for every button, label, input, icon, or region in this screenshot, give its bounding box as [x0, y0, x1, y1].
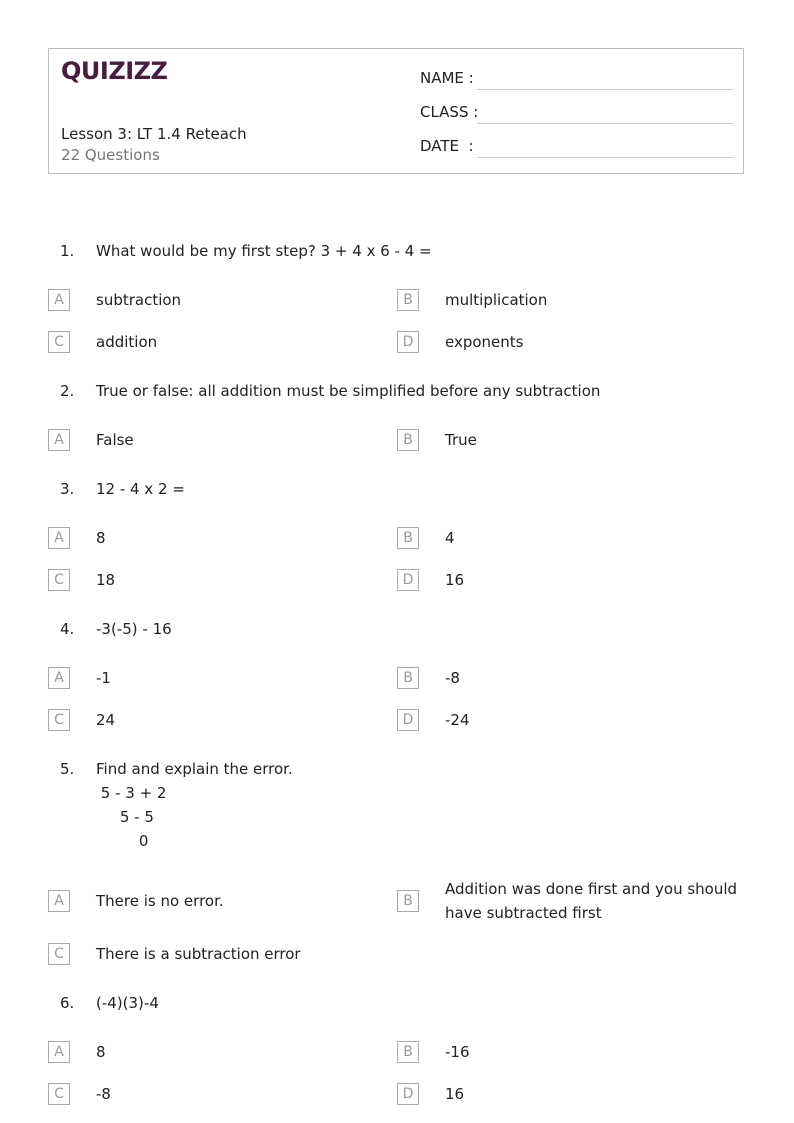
worksheet-header — [48, 48, 744, 174]
option-letter-box[interactable]: D — [397, 709, 419, 731]
option-letter-box[interactable]: C — [48, 331, 70, 353]
option-text: There is a subtraction error — [96, 945, 301, 963]
question-number: 3. — [60, 480, 75, 498]
worksheet-title: Lesson 3: LT 1.4 Reteach — [61, 125, 247, 143]
option-letter-box[interactable]: A — [48, 429, 70, 451]
option-letter-box[interactable]: B — [397, 527, 419, 549]
class-line[interactable] — [477, 123, 733, 124]
option-letter-box[interactable]: B — [397, 429, 419, 451]
option-text: exponents — [445, 333, 524, 351]
date-line[interactable] — [477, 157, 733, 158]
question-text: True or false: all addition must be simplified before any subtraction — [96, 382, 601, 400]
option-letter-box[interactable]: A — [48, 289, 70, 311]
option-text: Addition was done first and you should have subtracted first — [445, 880, 738, 922]
class-label: CLASS : — [420, 103, 479, 121]
option-text: 18 — [96, 571, 116, 589]
option-text: True — [445, 431, 477, 449]
question-number: 5. — [60, 760, 75, 778]
option-letter-box[interactable]: A — [48, 527, 70, 549]
option-text: False — [96, 431, 134, 449]
option-letter-box[interactable]: B — [397, 667, 419, 689]
quizizz-logo: QUIZIZZ — [61, 57, 168, 85]
work-line: 0 — [96, 832, 149, 850]
option-text: 16 — [445, 1085, 465, 1103]
work-line: 5 - 3 + 2 — [96, 784, 167, 802]
question-number: 1. — [60, 242, 75, 260]
option-text: -8 — [445, 669, 460, 687]
option-letter-box[interactable]: C — [48, 569, 70, 591]
option-text: 24 — [96, 711, 116, 729]
option-letter-box[interactable]: A — [48, 890, 70, 912]
option-text: multiplication — [445, 291, 548, 309]
option-text: -16 — [445, 1043, 470, 1061]
option-text: 8 — [96, 529, 106, 547]
question-text: -3(-5) - 16 — [96, 620, 172, 638]
option-letter-box[interactable]: B — [397, 1041, 419, 1063]
option-text: addition — [96, 333, 158, 351]
option-text: -1 — [96, 669, 111, 687]
question-count: 22 Questions — [61, 146, 160, 164]
option-text: -24 — [445, 711, 470, 729]
question-number: 6. — [60, 994, 75, 1012]
option-letter-box[interactable]: C — [48, 943, 70, 965]
option-letter-box[interactable]: B — [397, 890, 419, 912]
option-text: 16 — [445, 571, 465, 589]
option-letter-box[interactable]: C — [48, 1083, 70, 1105]
option-letter-box[interactable]: A — [48, 1041, 70, 1063]
work-line: 5 - 5 — [96, 808, 154, 826]
question-text: (-4)(3)-4 — [96, 994, 159, 1012]
question-text: Find and explain the error. — [96, 760, 293, 778]
option-letter-box[interactable]: D — [397, 569, 419, 591]
option-text: subtraction — [96, 291, 182, 309]
question-number: 2. — [60, 382, 75, 400]
name-label: NAME : — [420, 69, 474, 87]
question-number: 4. — [60, 620, 75, 638]
question-text: 12 - 4 x 2 = — [96, 480, 185, 498]
option-letter-box[interactable]: B — [397, 289, 419, 311]
option-text: 8 — [96, 1043, 106, 1061]
name-line[interactable] — [477, 89, 733, 90]
option-letter-box[interactable]: D — [397, 1083, 419, 1105]
option-text: There is no error. — [96, 892, 224, 910]
option-text: -8 — [96, 1085, 111, 1103]
option-letter-box[interactable]: C — [48, 709, 70, 731]
option-text: 4 — [445, 529, 455, 547]
question-text: What would be my first step? 3 + 4 x 6 - 4 = — [96, 242, 432, 260]
option-letter-box[interactable]: A — [48, 667, 70, 689]
date-label: DATE : — [420, 137, 474, 155]
option-letter-box[interactable]: D — [397, 331, 419, 353]
